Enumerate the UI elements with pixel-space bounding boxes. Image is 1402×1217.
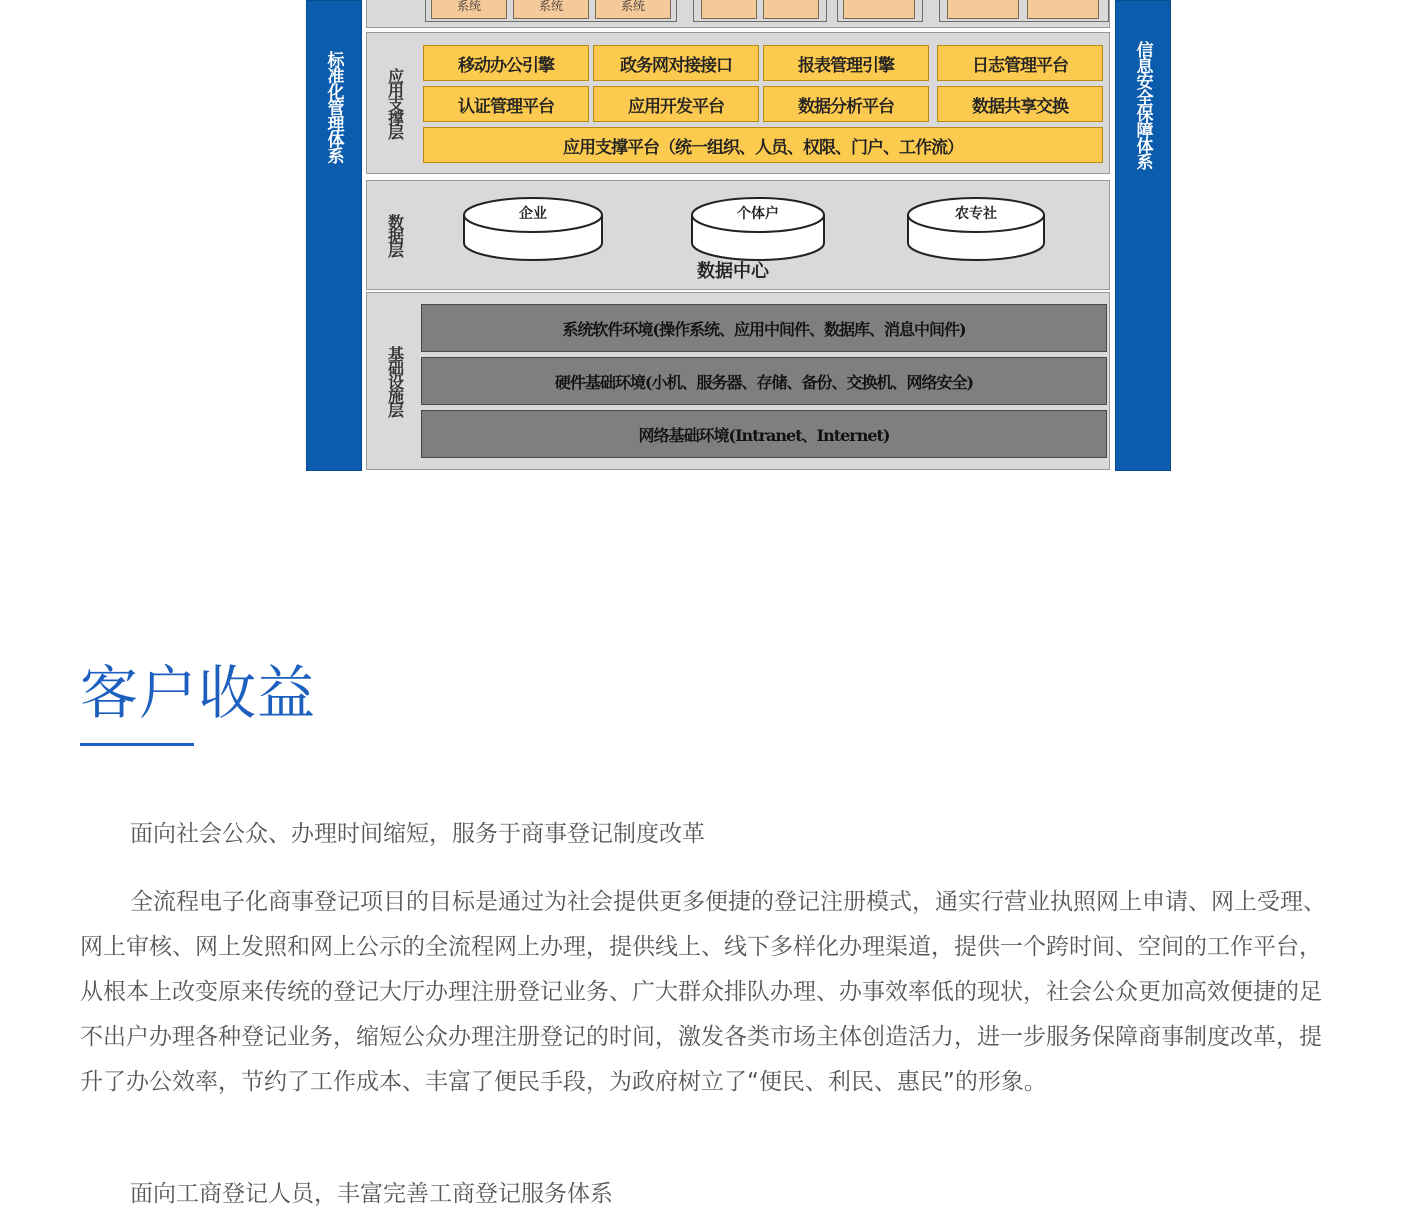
section-title: 客户收益 <box>80 659 317 727</box>
database-enterprise-icon <box>463 195 603 261</box>
database-individual-icon <box>691 195 825 261</box>
log-platform: 日志管理平台 <box>937 45 1103 81</box>
app-support-layer <box>366 32 1110 174</box>
data-layer-label: 数据层 <box>385 214 405 256</box>
app-layer-label-wrap <box>367 33 423 173</box>
infra-layer-label-wrap <box>367 293 423 469</box>
top-system-box-3: 系统 <box>595 0 671 19</box>
app-support-platform: 应用支撑平台（统一组织、人员、权限、门户、工作流） <box>423 127 1103 163</box>
top-box-4 <box>701 0 757 19</box>
app-layer-label: 应用支撑层 <box>385 68 405 138</box>
infra-layer-label: 基础设施层 <box>385 346 405 416</box>
infrastructure-layer <box>366 292 1110 470</box>
benefit-heading-staff: 面向工商登记人员，丰富完善工商登记服务体系 <box>130 1181 613 1207</box>
auth-platform: 认证管理平台 <box>423 86 589 122</box>
database-cooperative-icon <box>907 195 1045 261</box>
benefit-heading-public: 面向社会公众、办理时间缩短，服务于商事登记制度改革 <box>130 821 705 847</box>
database-cooperative-label: 农专社 <box>955 206 997 222</box>
top-box-8 <box>1027 0 1099 19</box>
benefit-paragraph: 全流程电子化商事登记项目的目标是通过为社会提供更多便捷的登记注册模式，通实行营业执照网上申请、网上受理、网上审核、网上发照和网上公示的全流程网上办理，提供线上、线下多样化办理渠道，提供一个跨时间、空间的工作平台，从根本上改变原来传统的登记大厅办理注册登记业务、广大群众排队办理、办事效率低的现状，社会公众更加高效便捷的足不出户办理各种登记业务，缩短公众办理注册登记的时间，激发各类市场主体创造活力，进一步服务保障商事制度改革，提升了办公效率，节约了工作成本、丰富了便民手段，为政府树立了“便民、利民、惠民”的形象。 <box>80 889 1326 1095</box>
network-env: 网络基础环境(Intranet、Internet) <box>421 410 1107 458</box>
database-individual-label: 个体户 <box>737 206 779 222</box>
database-enterprise-label: 企业 <box>519 206 547 222</box>
hardware-env: 硬件基础环境(小机、服务器、存储、备份、交换机、网络安全) <box>421 357 1107 405</box>
data-sharing-exchange: 数据共享交换 <box>937 86 1103 122</box>
top-box-5 <box>763 0 819 19</box>
security-assurance-bar <box>1115 0 1171 471</box>
report-engine: 报表管理引擎 <box>763 45 929 81</box>
top-box-6 <box>843 0 915 19</box>
app-dev-platform: 应用开发平台 <box>593 86 759 122</box>
security-assurance-label: 信息安全保障体系 <box>1132 41 1153 169</box>
data-center-label: 数据中心 <box>697 261 769 282</box>
data-layer-label-wrap <box>367 181 423 289</box>
data-layer <box>366 180 1110 290</box>
data-analysis-platform: 数据分析平台 <box>763 86 929 122</box>
mobile-office-engine: 移动办公引擎 <box>423 45 589 81</box>
top-system-box-1: 系统 <box>431 0 507 19</box>
section-title-underline <box>80 743 194 746</box>
standard-management-bar <box>306 0 362 471</box>
top-system-box-2: 系统 <box>513 0 589 19</box>
gov-network-interface: 政务网对接接口 <box>593 45 759 81</box>
top-layer-cut <box>366 0 1110 28</box>
system-software-env: 系统软件环境(操作系统、应用中间件、数据库、消息中间件) <box>421 304 1107 352</box>
architecture-diagram <box>306 0 1170 470</box>
top-box-7 <box>947 0 1019 19</box>
standard-management-label: 标准化管理体系 <box>323 51 344 163</box>
